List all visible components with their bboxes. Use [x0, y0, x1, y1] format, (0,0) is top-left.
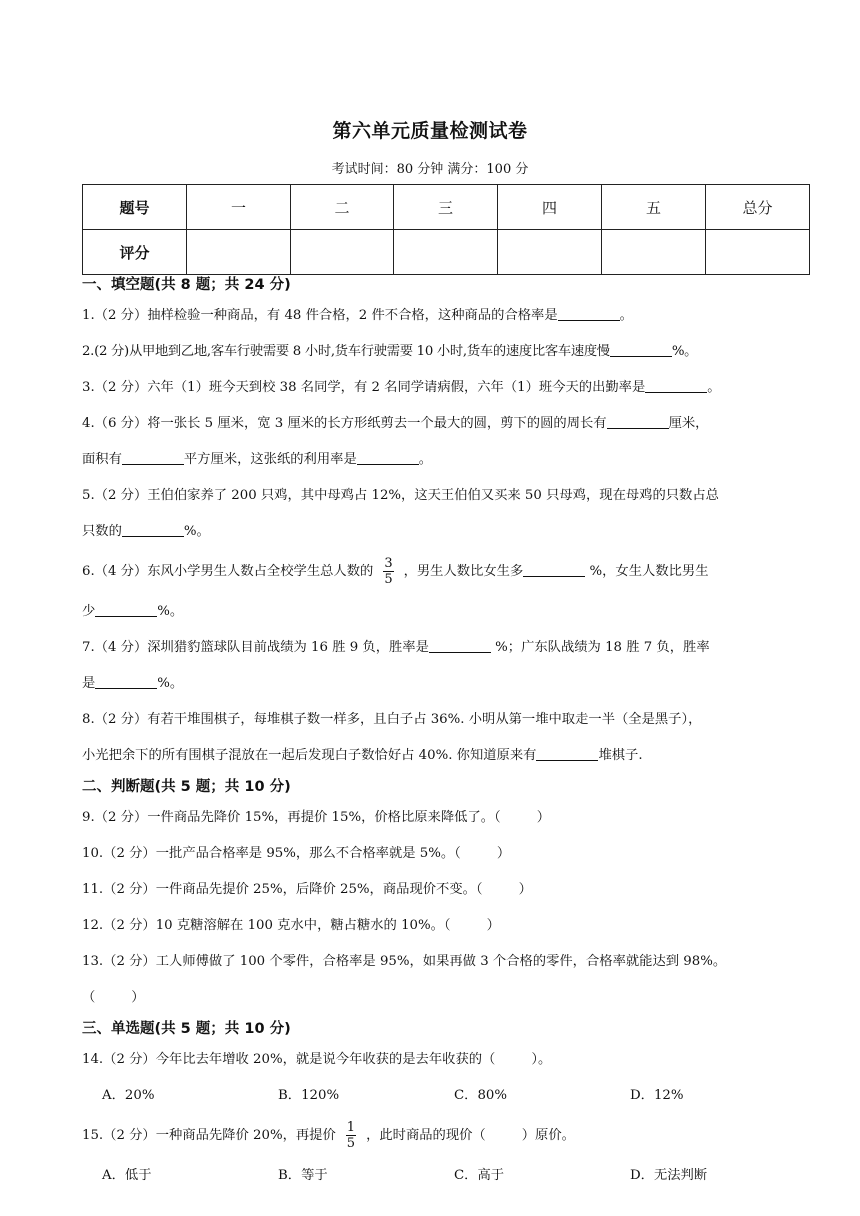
question-2 [82, 334, 817, 370]
answer-blank[interactable] [357, 448, 419, 465]
option-b[interactable]: B．120% [278, 1088, 340, 1103]
score-cell[interactable] [602, 230, 706, 275]
score-table-row-label: 题号 [83, 185, 187, 230]
question-text: ） [496, 846, 511, 861]
question-8-cont [82, 738, 817, 774]
score-table-header-row [83, 185, 810, 230]
question-text: 。 [418, 452, 433, 467]
question-8 [82, 702, 817, 738]
section-heading: 二、判断题(共 5 题；共 10 分) [82, 779, 291, 795]
question-7-cont [82, 666, 817, 702]
section-heading: 一、填空题(共 8 题；共 24 分) [82, 277, 291, 293]
score-cell[interactable] [187, 230, 291, 275]
answer-blank[interactable] [645, 376, 707, 393]
fraction-numerator: 3 [384, 556, 393, 571]
answer-blank[interactable] [122, 520, 184, 537]
option-c[interactable]: C．80% [454, 1088, 508, 1103]
question-6 [82, 550, 817, 594]
fraction-denominator: 5 [346, 1136, 356, 1151]
question-text: %，女生人数比男生 [585, 564, 709, 579]
answer-blank[interactable] [610, 340, 672, 357]
question-12 [82, 908, 817, 944]
question-text: %。 [157, 676, 184, 691]
question-text: 4.（6 分）将一张长 5 厘米，宽 3 厘米的长方形纸剪去一个最大的圆，剪下的圆的周长有 [82, 416, 607, 431]
question-text: 堆棋子. [598, 748, 643, 763]
fraction-three-fifths [383, 556, 393, 587]
question-14 [82, 1042, 817, 1078]
question-text: 2.(2 分)从甲地到乙地,客车行驶需要 8 小时,货车行驶需要 10 小时,货车的速度比客车速度慢 [82, 344, 610, 359]
question-4-cont [82, 442, 817, 478]
question-text: %。 [157, 604, 184, 619]
fraction-numerator: 1 [346, 1120, 356, 1135]
question-text: ，此时商品的现价（ [366, 1128, 486, 1143]
answer-blank[interactable] [429, 636, 491, 653]
question-text: 。 [619, 308, 633, 323]
question-9 [82, 800, 817, 836]
score-cell[interactable] [498, 230, 602, 275]
question-text: 9.（2 分）一件商品先降价 15%，再提价 15%，价格比原来降低了。（ [82, 810, 501, 825]
score-table-score-row [83, 230, 810, 275]
option-d[interactable]: D．12% [630, 1088, 684, 1103]
option-c[interactable]: C．高于 [454, 1168, 505, 1183]
question-text: ）。 [531, 1052, 552, 1067]
score-cell[interactable] [394, 230, 498, 275]
fraction-one-fifth [346, 1120, 356, 1151]
answer-blank[interactable] [95, 672, 157, 689]
question-text: ） [486, 918, 500, 933]
question-text: ）原价。 [521, 1128, 575, 1143]
question-text: 厘米， [668, 416, 709, 431]
question-text: 5.（2 分）王伯伯家养了 200 只鸡，其中母鸡占 12%，这天王伯伯又买来 50 只母鸡，现在母鸡的只数占总 [82, 488, 719, 503]
question-text: 14.（2 分）今年比去年增收 20%，就是说今年收获的是去年收获的（ [82, 1052, 496, 1067]
score-table-col: 一 [187, 185, 291, 230]
question-text: 小光把余下的所有围棋子混放在一起后发现白子数恰好占 40%. 你知道原来有 [82, 748, 537, 763]
question-text: ） [131, 990, 145, 1005]
exam-content [82, 272, 817, 1194]
exam-subtitle: 考试时间：80 分钟 满分：100 分 [331, 162, 529, 177]
question-text: 面积有 [82, 452, 122, 467]
answer-blank[interactable] [523, 560, 585, 577]
question-text: ，男生人数比女生多 [403, 564, 524, 579]
question-text: 13.（2 分）工人师傅做了 100 个零件，合格率是 95%，如果再做 3 个合格的零件，合格率就能达到 98%。 [82, 954, 727, 969]
question-10 [82, 836, 817, 872]
question-text: 平方厘米，这张纸的利用率是 [183, 452, 357, 467]
question-text: 少 [82, 604, 96, 619]
question-text: 6.（4 分）东风小学男生人数占全校学生总人数的 [82, 564, 374, 579]
question-text: 11.（2 分）一件商品先提价 25%，后降价 25%，商品现价不变。（ [82, 882, 483, 897]
question-text: 8.（2 分）有若干堆围棋子，每堆棋子数一样多，且白子占 36%. 小明从第一堆中取走一半（全是黑子）， [82, 712, 702, 727]
question-5 [82, 478, 817, 514]
question-4 [82, 406, 817, 442]
question-3 [82, 370, 817, 406]
question-text: ） [536, 810, 551, 825]
question-7 [82, 630, 817, 666]
fraction-denominator: 5 [384, 572, 393, 587]
answer-blank[interactable] [558, 304, 620, 321]
exam-title: 第六单元质量检测试卷 [332, 120, 528, 142]
question-text: 只数的 [82, 524, 122, 539]
question-15 [82, 1114, 817, 1158]
question-text: 是 [82, 676, 96, 691]
question-11 [82, 872, 817, 908]
answer-blank[interactable] [607, 412, 669, 429]
question-5-cont [82, 514, 817, 550]
score-table-col: 总分 [706, 185, 810, 230]
question-text: ） [518, 882, 532, 897]
question-text: %；广东队战绩为 18 胜 7 负，胜率 [490, 640, 710, 655]
question-1 [82, 298, 817, 334]
score-table-col: 四 [498, 185, 602, 230]
option-a[interactable]: A．20% [102, 1088, 155, 1103]
score-table [82, 184, 810, 275]
score-table-row-label: 评分 [83, 230, 187, 275]
question-13-cont [82, 980, 817, 1016]
question-14-options [82, 1078, 817, 1114]
question-text: 15.（2 分）一种商品先降价 20%，再提价 [82, 1128, 336, 1143]
question-text: 3.（2 分）六年（1）班今天到校 38 名同学，有 2 名同学请病假，六年（1）班今天的出勤率是 [82, 380, 646, 395]
question-text: （ [82, 990, 96, 1005]
option-d[interactable]: D．无法判断 [630, 1168, 708, 1183]
answer-blank[interactable] [95, 600, 157, 617]
question-6-cont [82, 594, 817, 630]
question-text: %。 [671, 344, 698, 359]
question-text: 12.（2 分）10 克糖溶解在 100 克水中，糖占糖水的 10%。（ [82, 918, 451, 933]
question-text: %。 [183, 524, 210, 539]
question-13 [82, 944, 817, 980]
question-15-options [82, 1158, 817, 1194]
score-table-col: 三 [394, 185, 498, 230]
question-text: 。 [707, 380, 721, 395]
question-text: 10.（2 分）一批产品合格率是 95%，那么不合格率就是 5%。（ [82, 846, 461, 861]
score-cell[interactable] [706, 230, 810, 275]
option-b[interactable]: B．等于 [278, 1168, 328, 1183]
score-cell[interactable] [291, 230, 394, 275]
question-text: 1.（2 分）抽样检验一种商品，有 48 件合格，2 件不合格，这种商品的合格率是 [82, 308, 558, 323]
question-text: 7.（4 分）深圳猎豹篮球队目前战绩为 16 胜 9 负，胜率是 [82, 640, 429, 655]
score-table-col: 二 [291, 185, 394, 230]
score-table-col: 五 [602, 185, 706, 230]
option-a[interactable]: A．低于 [102, 1168, 152, 1183]
answer-blank[interactable] [536, 744, 598, 761]
section-heading: 三、单选题(共 5 题；共 10 分) [82, 1021, 291, 1037]
answer-blank[interactable] [122, 448, 184, 465]
